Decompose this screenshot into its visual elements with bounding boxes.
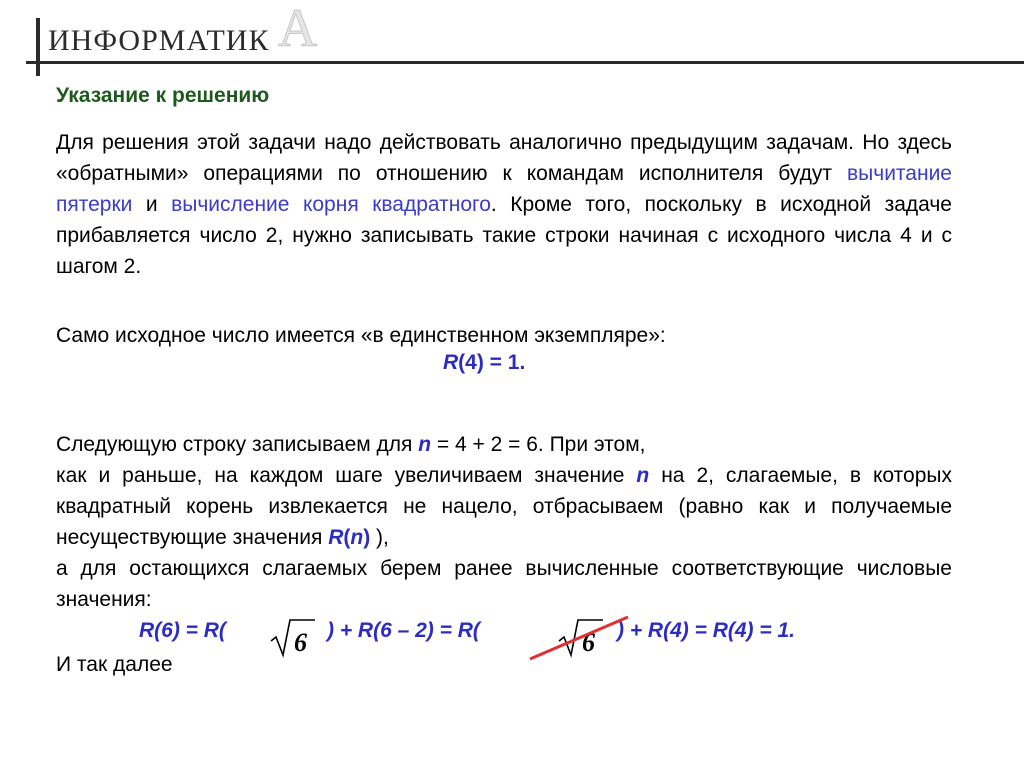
highlight-square-root: вычисление корня квадратного (171, 193, 491, 216)
highlight-subtract-five: вычитание пятерки (56, 162, 952, 216)
single-instance-line: Само исходное число имеется «в единственном экземпляре»: (56, 324, 666, 347)
logo-letter: А (278, 0, 317, 58)
radicand: 6 (582, 628, 595, 657)
radicand: 6 (294, 628, 307, 657)
var-n: n (418, 433, 432, 456)
formula-segment: ) + R(6 – 2) = R( (327, 619, 480, 642)
square-root-icon (269, 615, 317, 659)
next-step-paragraph: Следующую строку записываем для n = 4 + 2 = 6. При этом, как и раньше, на каждом шаге увеличиваем значение n на 2, слагаемые, в которых квадратный корень извлекается не нацело, отбрасываем (равно как и получаемые несуществующие значения R(n) ), а для остающихся слагаемых берем ранее вычисленные соответствующие числовые значения: (56, 433, 952, 611)
logo-text: ИНФОРМАТИК (48, 24, 270, 57)
strikethrough-line (528, 613, 632, 663)
logo-horizontal-rule (26, 61, 1024, 64)
formula-segment: R(6) = R( (139, 619, 226, 642)
var-n: n (350, 526, 364, 549)
intro-paragraph: Для решения этой задачи надо действовать аналогично предыдущим задачам. Но здесь «обратными» операциями по отношению к командам исполнителя будут вычитание пятерки и вычисление корня квадратного. Кроме того, поскольку в исходной задаче прибавляется число 2, нужно записывать такие строки начиная с исходного числа 4 и с шагом 2. (56, 131, 952, 278)
formula-r4: R(4) = 1. (443, 351, 526, 374)
section-heading: Указание к решению (56, 84, 270, 107)
formula-segment: ) + R(4) = R(4) = 1. (617, 619, 795, 642)
ending-line: И так далее (56, 653, 173, 676)
var-r: R (328, 526, 344, 549)
var-n: n (636, 464, 650, 487)
logo-vertical-bar (36, 18, 40, 76)
